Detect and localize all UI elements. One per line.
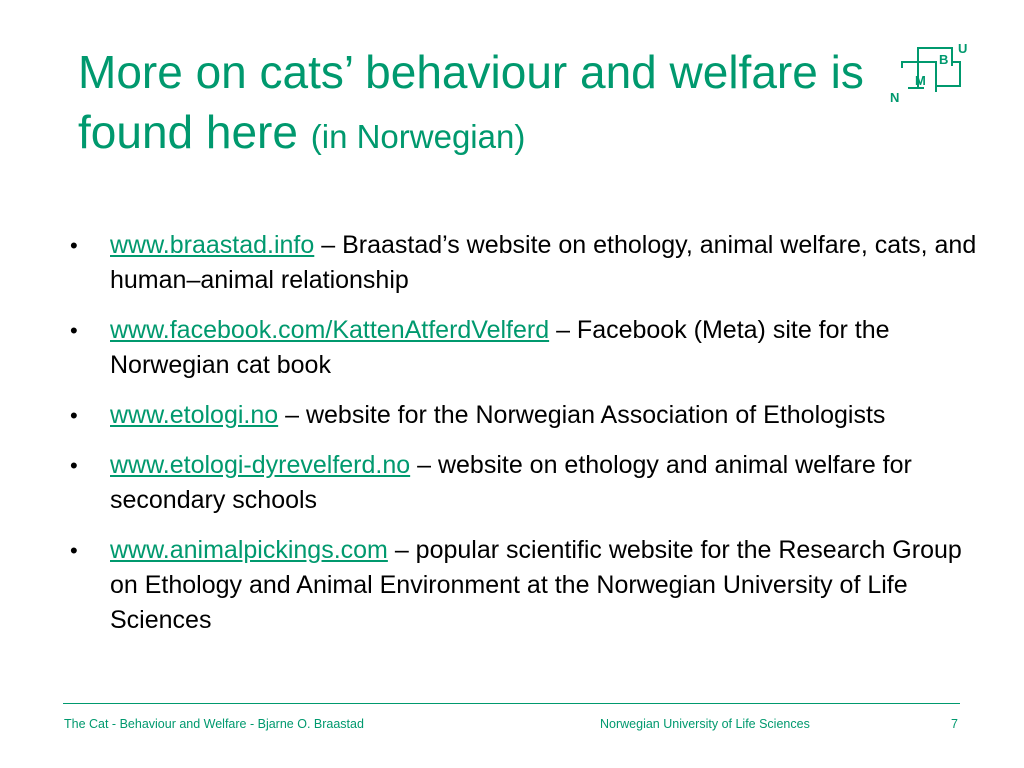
resource-link-etologi[interactable]: www.etologi.no xyxy=(110,401,279,429)
footer-institution: Norwegian University of Life Sciences xyxy=(600,717,810,731)
title-main: More on cats’ behaviour and welfare is found here xyxy=(78,46,864,158)
page-title xyxy=(78,42,878,167)
resource-list xyxy=(70,228,990,653)
list-item xyxy=(70,228,990,298)
bullet-icon: • xyxy=(70,453,78,478)
footer-divider xyxy=(63,703,960,704)
nmbu-logo-icon xyxy=(888,40,974,106)
resource-link-braastad[interactable]: www.braastad.info xyxy=(110,231,315,259)
logo-letter-m: M xyxy=(915,73,926,88)
page-number: 7 xyxy=(951,717,958,731)
logo-letter-b: B xyxy=(939,52,949,67)
list-item xyxy=(70,313,990,383)
resource-description: – website on ethology and animal welfare for secondary schools xyxy=(110,451,912,514)
list-item xyxy=(70,533,990,638)
bullet-icon: • xyxy=(70,233,78,258)
resource-description: – website for the Norwegian Association of Ethologists xyxy=(278,401,886,429)
footer-presentation-title: The Cat - Behaviour and Welfare - Bjarne O. Braastad xyxy=(64,717,364,731)
bullet-icon: • xyxy=(70,403,78,428)
logo-letter-n: N xyxy=(890,90,900,105)
resource-link-animalpickings[interactable]: www.animalpickings.com xyxy=(110,536,388,564)
resource-link-etologi-dyrevelferd[interactable]: www.etologi-dyrevelferd.no xyxy=(110,451,411,479)
resource-description: – Braastad’s website on ethology, animal welfare, cats, and human–animal relationship xyxy=(110,231,977,294)
resource-link-facebook[interactable]: www.facebook.com/KattenAtferdVelferd xyxy=(110,316,550,344)
list-item xyxy=(70,398,990,433)
bullet-icon: • xyxy=(70,318,78,343)
logo-letter-u: U xyxy=(958,41,968,56)
bullet-icon: • xyxy=(70,538,78,563)
list-item xyxy=(70,448,990,518)
resource-description: – Facebook (Meta) site for the Norwegian cat book xyxy=(110,316,890,379)
title-subtitle: (in Norwegian) xyxy=(310,118,526,155)
resource-description: – popular scientific website for the Research Group on Ethology and Animal Environment at the Norwegian University of Life Sciences xyxy=(110,536,962,634)
